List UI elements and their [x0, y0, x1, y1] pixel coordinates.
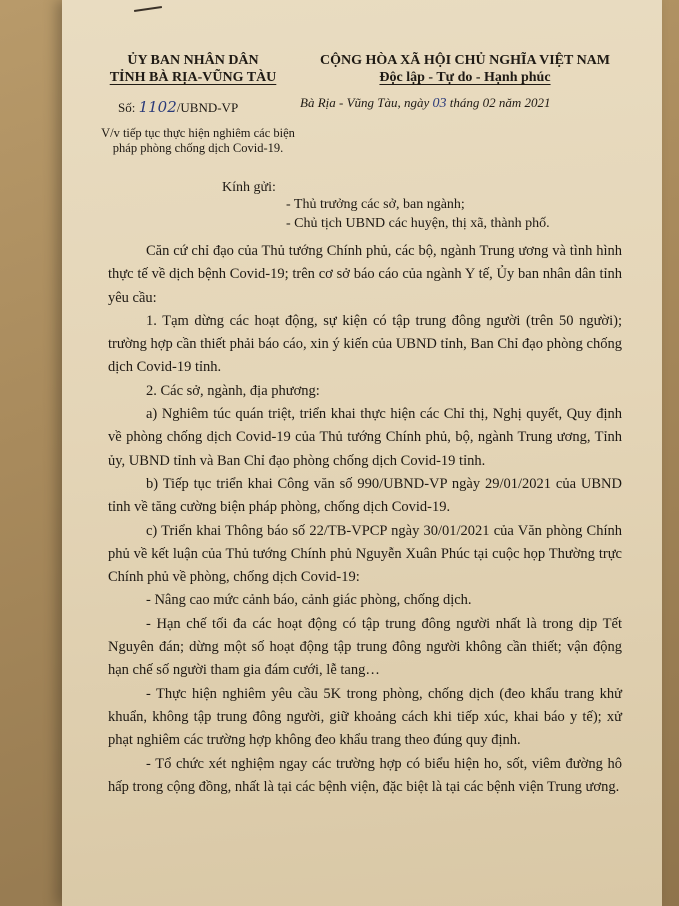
document-number-suffix: /UBND-VP	[176, 100, 239, 115]
body-paragraph: - Tổ chức xét nghiệm ngay các trường hợp có biểu hiện ho, sốt, viêm đường hô hấp trong cộng đồng, nhất là tại các bệnh viện, đặc biệt là tại các bệnh viện Trung ương.	[108, 755, 622, 795]
national-motto: Độc lập - Tự do - Hạnh phúc	[379, 70, 551, 85]
paper-mark	[134, 6, 162, 12]
place-date	[300, 95, 630, 112]
issuing-authority	[62, 52, 324, 86]
body-paragraph: Căn cứ chỉ đạo của Thủ tướng Chính phủ, các bộ, ngành Trung ương và tình hình thực tế về dịch bệnh Covid-19; trên cơ sở báo cáo của ngành Y tế, Ủy ban nhân dân tỉnh yêu cầu:	[108, 243, 622, 306]
document-number-label: Số:	[118, 100, 136, 115]
place-date-day: 03	[432, 96, 447, 111]
national-header	[290, 52, 640, 86]
authority-line-2: TỈNH BÀ RỊA-VŨNG TÀU	[109, 70, 277, 85]
body-paragraph: - Hạn chế tối đa các hoạt động có tập trung đông người nhất là trong dịp Tết Nguyên đán; dừng một số hoạt động tập trung đông người không cần thiết; vận động hạn chế số người tham gia đám cưới, lễ tang…	[108, 615, 622, 679]
body-paragraph: a) Nghiêm túc quán triệt, triển khai thực hiện các Chỉ thị, Nghị quyết, Quy định về phòng chống dịch Covid-19 của Thủ tướng Chính phủ, bộ, ngành Trung ương, Tỉnh ủy, UBND tỉnh và Ban Chỉ đạo phòng chống dịch Covid-19 tỉnh.	[108, 406, 622, 469]
body-paragraph: 2. Các sở, ngành, địa phương:	[146, 382, 320, 399]
recipient-list	[286, 195, 550, 233]
body-paragraph: c) Triển khai Thông báo số 22/TB-VPCP ngày 30/01/2021 của Văn phòng Chính phủ về kết luận của Thủ tướng Chính phủ Nguyễn Xuân Phúc tại cuộc họp Thường trực Chính phủ về phòng, chống dịch Covid-19:	[108, 522, 622, 586]
country-name: CỘNG HÒA XÃ HỘI CHỦ NGHĨA VIỆT NAM	[319, 53, 610, 68]
place-date-rest: tháng 02 năm 2021	[449, 95, 551, 110]
recipient-item: - Thủ trưởng các sở, ban ngành;	[286, 197, 465, 212]
place-date-prefix: Bà Rịa - Vũng Tàu, ngày	[300, 95, 430, 110]
body-paragraph: b) Tiếp tục triển khai Công văn số 990/UBND-VP ngày 29/01/2021 của UBND tỉnh về tăng cường biện pháp phòng, chống dịch Covid-19.	[108, 475, 622, 516]
document-number	[118, 98, 238, 116]
body-paragraph: 1. Tạm dừng các hoạt động, sự kiện có tập trung đông người (trên 50 người); trường hợp cần thiết phải báo cáo, xin ý kiến của UBND tỉnh, Ban Chỉ đạo phòng chống dịch Covid-19 tỉnh.	[108, 312, 622, 376]
authority-line-1: ỦY BAN NHÂN DÂN	[127, 53, 259, 68]
document-subject: V/v tiếp tục thực hiện nghiêm các biện pháp phòng chống dịch Covid-19.	[101, 126, 295, 155]
body-paragraph: - Thực hiện nghiêm yêu cầu 5K trong phòng, chống dịch (đeo khẩu trang khử khuẩn, không tập trung đông người, giữ khoảng cách khi tiếp xúc, khai báo y tế); xử phạt nghiêm các trường hợp không đeo khẩu trang theo đúng quy định.	[108, 685, 622, 749]
greeting-label: Kính gửi:	[222, 180, 276, 195]
document-number-handwritten: 1102	[138, 98, 177, 116]
document-page	[62, 0, 662, 906]
body-paragraph: - Nâng cao mức cảnh báo, cảnh giác phòng, chống dịch.	[146, 592, 472, 609]
document-body	[108, 240, 622, 799]
recipient-item: - Chủ tịch UBND các huyện, thị xã, thành phố.	[286, 216, 550, 231]
